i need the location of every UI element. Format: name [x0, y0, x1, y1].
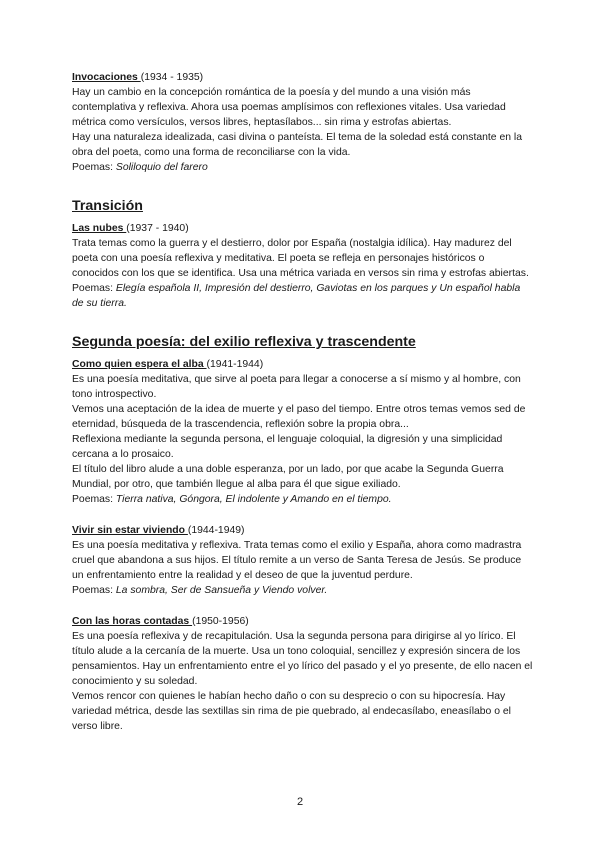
poemas-label: Poemas:: [72, 494, 116, 505]
paragraph: Es una poesía reflexiva y de recapitulación. Usa la segunda persona para dirigirse al yo lírico. El título alude a la cercanía de la muerte. Usa un tono coloquial, sencillez y expresión sincera de los pensamientos. Hay un enfrentamiento entre el yo lírico del pasado y el yo presente, de ello nacen el conocimiento y su soledad.: [72, 631, 533, 687]
work-title: Vivir sin estar viviendo: [72, 525, 188, 536]
work-years: (1941-1944): [206, 359, 264, 370]
section-como-quien-espera-el-alba: [72, 357, 534, 507]
work-years: (1937 - 1940): [126, 223, 189, 234]
poemas-label: Poemas:: [72, 585, 116, 596]
section-vivir-sin-estar-viviendo: [72, 523, 534, 598]
poemas-label: Poemas:: [72, 162, 116, 173]
work-heading: [72, 357, 534, 372]
poemas-line: [72, 492, 534, 507]
paragraph: Es una poesía meditativa y reflexiva. Trata temas como el exilio y España, ahora como madrastra cruel que abandona a sus hijos. El título remite a un verso de Santa Teresa de Jesús. Se produce un enfrentamiento entre la realidad y el deseo de que la juventud perdure.: [72, 540, 522, 581]
paragraph: Es una poesía meditativa, que sirve al poeta para llegar a conocerse a sí mismo y al hombre, con tono introspectivo.: [72, 374, 521, 400]
work-heading: [72, 614, 534, 629]
document-page: [72, 70, 534, 756]
poemas-line: [72, 583, 534, 598]
paragraph: El título del libro alude a una doble esperanza, por un lado, por que acabe la Segunda Guerra Mundial, por otro, que también llegue al alba para él que sigue exiliado.: [72, 464, 504, 490]
poemas-list: Soliloquio del farero: [115, 162, 208, 173]
work-heading: [72, 523, 534, 538]
paragraph: Vemos una aceptación de la idea de muerte y el paso del tiempo. Entre otros temas vemos sed de eternidad, búsqueda de la trascendencia, reflexión sobre la propia obra...: [72, 404, 526, 430]
poemas-line: [72, 160, 534, 175]
work-title: Como quien espera el alba: [72, 359, 207, 370]
paragraph: Hay una naturaleza idealizada, casi divina o panteísta. El tema de la soledad está constante en la obra del poeta, como una forma de reconciliarse con la vida.: [72, 132, 522, 158]
section-invocaciones: [72, 70, 534, 175]
work-heading: [72, 221, 534, 236]
poemas-line: [72, 281, 534, 311]
work-years: (1934 - 1935): [140, 72, 204, 83]
section-heading-segunda-poesia: Segunda poesía: del exilio reflexiva y trascendente: [72, 334, 416, 350]
section-con-las-horas-contadas: [72, 614, 534, 734]
poemas-list: Tierra nativa, Góngora, El indolente y Amando en el tiempo.: [115, 494, 392, 505]
work-heading: [72, 70, 534, 85]
section-las-nubes: [72, 221, 534, 311]
page-number: 2: [296, 796, 304, 808]
paragraph: Hay un cambio en la concepción romántica de la poesía y del mundo a una visión más contemplativa y reflexiva. Ahora usa poemas amplísimos con reflexiones vitales. Usa variedad métrica como versículos, versos libres, heptasílabos... sin rima y estrofas abiertas.: [72, 87, 506, 128]
work-title: Las nubes: [72, 223, 127, 234]
paragraph: Vemos rencor con quienes le habían hecho daño o con su desprecio o con su hipocresía. Hay variedad métrica, desde las sextillas sin rima de pie quebrado, al endecasílabo, eneasílabo o el verso libre.: [72, 691, 511, 732]
work-title: Con las horas contadas: [72, 616, 193, 627]
poemas-label: Poemas:: [72, 283, 116, 294]
section-heading-transicion: Transición: [72, 198, 143, 214]
poemas-list: Elegía española II, Impresión del destierro, Gaviotas en los parques y Un español habla de su tierra.: [72, 283, 521, 309]
work-title: Invocaciones: [72, 72, 141, 83]
paragraph: Reflexiona mediante la segunda persona, el lenguaje coloquial, la digresión y una simplicidad cercana a lo prosaico.: [72, 434, 503, 460]
poemas-list: La sombra, Ser de Sansueña y Viendo volver.: [115, 585, 328, 596]
work-years: (1944-1949): [187, 525, 245, 536]
paragraph: Trata temas como la guerra y el destierro, dolor por España (nostalgia idílica). Hay madurez del poeta con una poesía reflexiva y meditativa. El poeta se refleja en personajes históricos o conocidos con los que se identifica. Usa una métrica variada en versos sin rima y estrofas abiertas.: [72, 238, 529, 279]
work-years: (1950-1956): [192, 616, 249, 627]
